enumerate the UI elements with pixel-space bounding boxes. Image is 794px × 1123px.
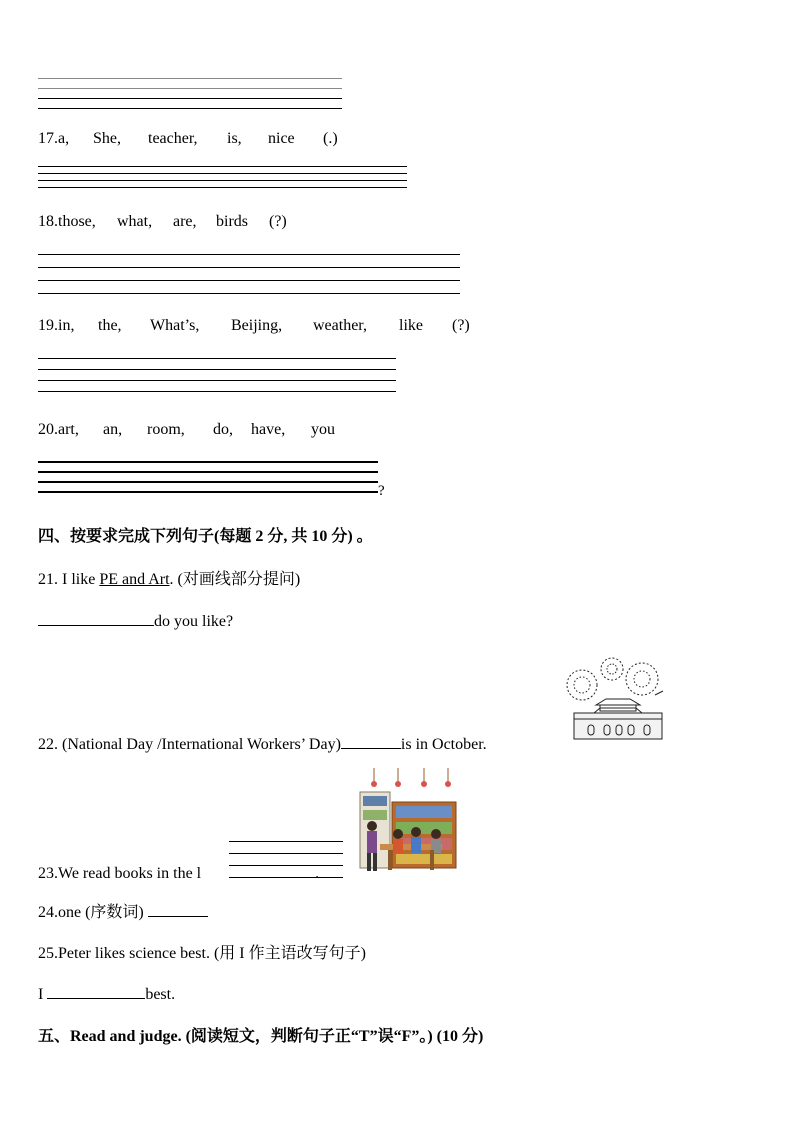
q17-word: teacher,: [148, 130, 198, 147]
q19-word: like: [399, 317, 423, 334]
q21-answer-blank[interactable]: [38, 607, 154, 626]
q18-prompt: [38, 213, 287, 231]
section5-heading: 五、Read and judge. (阅读短文，判断句子正“T”误“F”。) (10 分): [38, 1028, 484, 1045]
library-icon: [358, 768, 458, 874]
q19-word: What’s,: [150, 317, 200, 334]
q25-answer-head: I: [38, 986, 48, 1003]
q20-answer-lines[interactable]: [38, 461, 378, 502]
q17-word: She,: [93, 130, 121, 147]
q18-word: are,: [173, 213, 197, 230]
q23-text: 23.We read books in the l: [38, 865, 202, 882]
q19-word: the,: [98, 317, 122, 334]
q21-prompt: [38, 566, 300, 589]
q20-word: you: [311, 421, 335, 438]
q21-answer-tail: do you like?: [154, 613, 234, 630]
section4-heading: 四、按要求完成下列句子(每题 2 分, 共 10 分) 。: [38, 528, 373, 545]
q20-word: art,: [58, 421, 79, 438]
q25-answer: [38, 982, 175, 1004]
q20-end-mark: ?: [378, 483, 385, 499]
q17-number: 17.: [38, 130, 58, 147]
q17-word: a,: [58, 130, 70, 147]
q21-prefix: 21. I like: [38, 571, 100, 588]
q20-word: do,: [213, 421, 233, 438]
q19-word: weather,: [313, 317, 367, 334]
q17-prompt: [38, 130, 338, 148]
q23-prompt: [38, 865, 319, 883]
q19-number: 19.: [38, 317, 58, 334]
q18-number: 18.: [38, 213, 58, 230]
q22-tail: is in October.: [400, 736, 487, 753]
q18-word: birds: [216, 213, 248, 230]
q23-tail: .: [315, 865, 320, 882]
q18-answer-lines[interactable]: [38, 254, 460, 303]
q18-word: those,: [58, 213, 96, 230]
tiananmen-fireworks-icon: [560, 655, 666, 743]
q17-answer-lines[interactable]: [38, 166, 407, 197]
q19-answer-lines[interactable]: [38, 358, 396, 401]
q25-answer-tail: best.: [145, 986, 176, 1003]
q19-word: (?): [452, 317, 470, 334]
q21-underlined-phrase: PE and Art: [99, 571, 170, 588]
q25-answer-blank[interactable]: [47, 982, 145, 999]
q24-prompt: [38, 899, 208, 922]
q20-word: an,: [103, 421, 123, 438]
q24-answer-blank[interactable]: [148, 900, 208, 917]
q17-word: (.): [323, 130, 338, 147]
q18-word: what,: [117, 213, 153, 230]
q24-text: 24.one (序数词): [38, 904, 148, 921]
q25-prompt: 25.Peter likes science best. (用 I 作主语改写句子): [38, 945, 366, 962]
q22-text: 22. (National Day /International Workers’ Day): [38, 736, 341, 753]
q16-answer-lines[interactable]: [38, 78, 342, 118]
q22-answer-blank[interactable]: [341, 732, 401, 749]
q20-word: room,: [147, 421, 185, 438]
q19-word: Beijing,: [231, 317, 283, 334]
q21-suffix: . (对画线部分提问): [169, 571, 301, 588]
q22-prompt: [38, 732, 487, 754]
q19-prompt: [38, 317, 470, 335]
q21-answer: [38, 607, 233, 631]
q20-number: 20.: [38, 421, 58, 438]
q17-word: nice: [268, 130, 295, 147]
q20-prompt: [38, 421, 335, 439]
q18-word: (?): [269, 213, 287, 230]
q19-word: in,: [58, 317, 75, 334]
q20-word: have,: [251, 421, 286, 438]
q17-word: is,: [227, 130, 242, 147]
